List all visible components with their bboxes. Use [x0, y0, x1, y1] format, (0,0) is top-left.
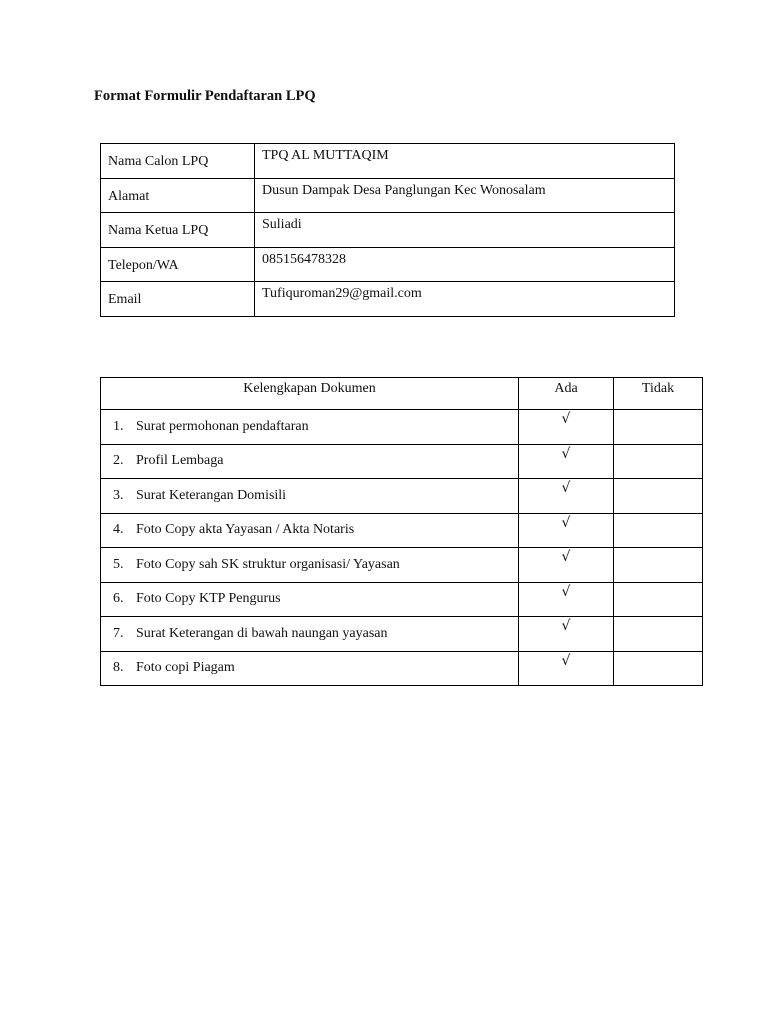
item-name: Surat Keterangan di bawah naungan yayasan: [136, 625, 388, 641]
header-ada: Ada: [519, 378, 614, 410]
table-row: [101, 479, 703, 514]
table-row: [101, 410, 703, 445]
document-item: [101, 479, 519, 514]
item-number: 8.: [113, 660, 124, 676]
item-number: 7.: [113, 625, 124, 641]
info-value: Suliadi: [255, 213, 675, 248]
table-row: [101, 513, 703, 548]
ada-check-mark: √: [519, 651, 614, 686]
document-item: [101, 410, 519, 445]
info-label: Email: [101, 282, 255, 317]
info-row-nama-calon: [101, 144, 675, 179]
table-row: [101, 548, 703, 583]
document-item: [101, 617, 519, 652]
item-number: 6.: [113, 591, 124, 607]
tidak-cell: [614, 513, 703, 548]
info-row-alamat: [101, 178, 675, 213]
header-tidak: Tidak: [614, 378, 703, 410]
ada-check-mark: √: [519, 479, 614, 514]
table-header-row: [101, 378, 703, 410]
info-value: Dusun Dampak Desa Panglungan Kec Wonosalam: [255, 178, 675, 213]
info-label: Nama Ketua LPQ: [101, 213, 255, 248]
document-item: [101, 651, 519, 686]
ada-check-mark: √: [519, 513, 614, 548]
ada-check-mark: √: [519, 548, 614, 583]
document-item: [101, 548, 519, 583]
info-value: TPQ AL MUTTAQIM: [255, 144, 675, 179]
item-name: Profil Lembaga: [136, 453, 224, 469]
item-number: 3.: [113, 487, 124, 503]
page-title: Format Formulir Pendaftaran LPQ: [94, 88, 316, 104]
document-item: [101, 582, 519, 617]
item-number: 1.: [113, 418, 124, 434]
info-label: Nama Calon LPQ: [101, 144, 255, 179]
info-value: Tufiquroman29@gmail.com: [255, 282, 675, 317]
tidak-cell: [614, 651, 703, 686]
info-row-email: [101, 282, 675, 317]
item-name: Foto Copy akta Yayasan / Akta Notaris: [136, 522, 355, 538]
table-row: [101, 617, 703, 652]
table-row: [101, 582, 703, 617]
ada-check-mark: √: [519, 617, 614, 652]
tidak-cell: [614, 617, 703, 652]
ada-check-mark: √: [519, 410, 614, 445]
document-item: [101, 444, 519, 479]
item-name: Foto Copy KTP Pengurus: [136, 591, 281, 607]
tidak-cell: [614, 582, 703, 617]
item-name: Foto copi Piagam: [136, 660, 235, 676]
tidak-cell: [614, 410, 703, 445]
registration-info-table: [100, 143, 675, 317]
ada-check-mark: √: [519, 444, 614, 479]
tidak-cell: [614, 479, 703, 514]
tidak-cell: [614, 444, 703, 479]
item-name: Surat permohonan pendaftaran: [136, 418, 309, 434]
info-row-nama-ketua: [101, 213, 675, 248]
item-number: 2.: [113, 453, 124, 469]
table-row: [101, 651, 703, 686]
tidak-cell: [614, 548, 703, 583]
info-label: Alamat: [101, 178, 255, 213]
header-document: Kelengkapan Dokumen: [101, 378, 519, 410]
item-number: 5.: [113, 556, 124, 572]
item-name: Surat Keterangan Domisili: [136, 487, 287, 503]
table-row: [101, 444, 703, 479]
documents-checklist-table: [100, 377, 703, 686]
item-name: Foto Copy sah SK struktur organisasi/ Yayasan: [136, 556, 400, 572]
document-item: [101, 513, 519, 548]
info-value: 085156478328: [255, 247, 675, 282]
item-number: 4.: [113, 522, 124, 538]
ada-check-mark: √: [519, 582, 614, 617]
info-label: Telepon/WA: [101, 247, 255, 282]
info-row-telepon: [101, 247, 675, 282]
